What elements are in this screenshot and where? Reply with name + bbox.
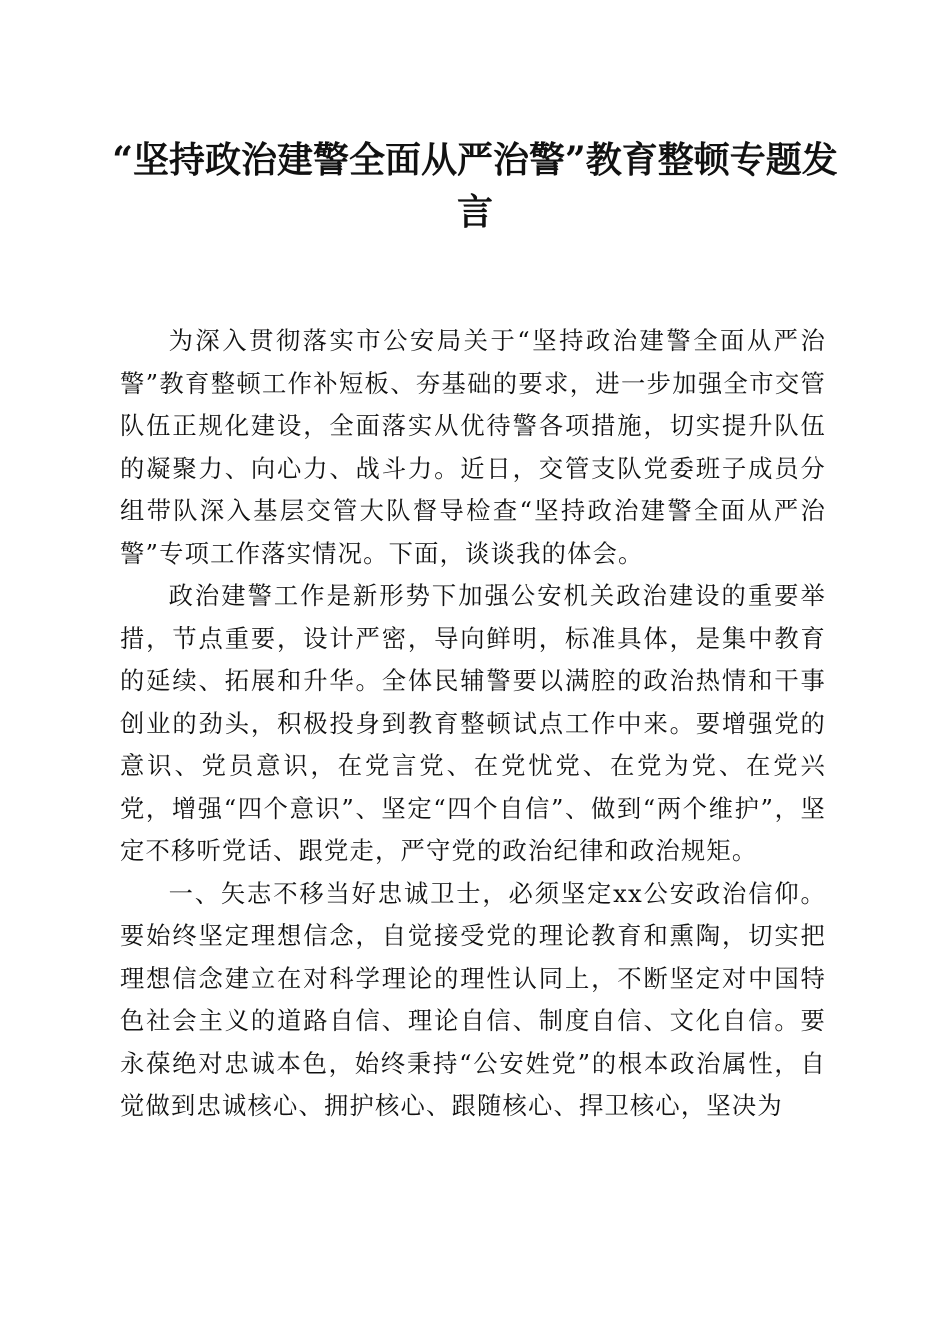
paragraph: 为深入贯彻落实市公安局关于“坚持政治建警全面从严治警”教育整顿工作补短板、夯基础的要求，进一步加强全市交管队伍正规化建设，全面落实从优待警各项措施，切实提升队伍的凝聚力、向心力、战斗力。近日，交管支队党委班子成员分组带队深入基层交管大队督导检查“坚持政治建警全面从严治警”专项工作落实情况。下面，谈谈我的体会。	[120, 326, 826, 568]
paragraph: 一、矢志不移当好忠诚卫士，必须坚定xx公安政治信仰。要始终坚定理想信念，自觉接受党的理论教育和熏陶，切实把理想信念建立在对科学理论的理性认同上，不断坚定对中国特色社会主义的道路自信、理论自信、制度自信、文化自信。要永葆绝对忠诚本色，始终秉持“公安姓党”的根本政治属性，自觉做到忠诚核心、拥护核心、跟随核心、捍卫核心，坚决为	[120, 878, 826, 1120]
paragraph: 政治建警工作是新形势下加强公安机关政治建设的重要举措，节点重要，设计严密，导向鲜明，标准具体，是集中教育的延续、拓展和升华。全体民辅警要以满腔的政治热情和干事创业的劲头，积极投身到教育整顿试点工作中来。要增强党的意识、党员意识，在党言党、在党忧党、在党为党、在党兴党，增强“四个意识”、坚定“四个自信”、做到“两个维护”，坚定不移听党话、跟党走，严守党的政治纪律和政治规矩。	[120, 581, 826, 865]
document-body	[120, 320, 826, 1128]
document-title: “坚持政治建警全面从严治警”教育整顿专题发言	[112, 139, 838, 233]
